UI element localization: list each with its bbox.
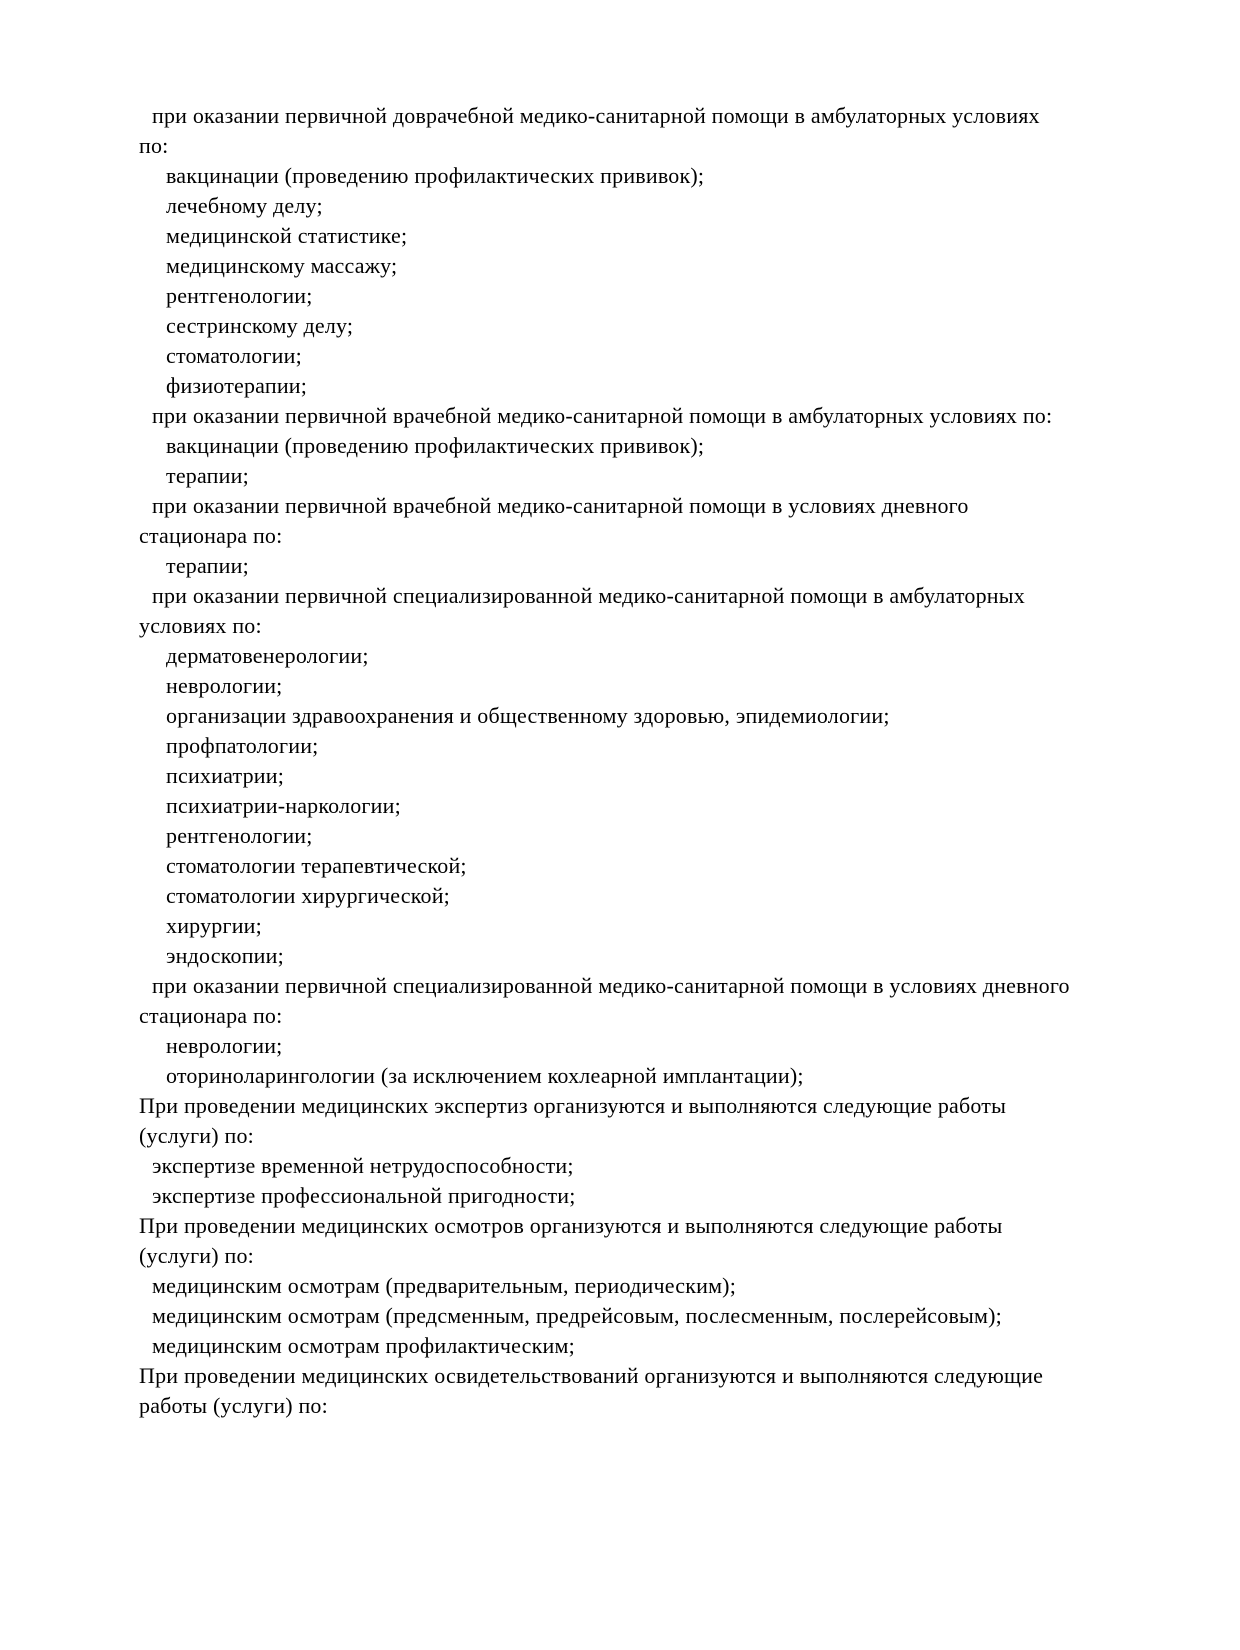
service-item: психиатрии; — [166, 763, 285, 788]
service-item: терапии; — [166, 553, 249, 578]
service-item: дерматовенерологии; — [166, 643, 369, 668]
work-item: медицинским осмотрам (предсменным, предрейсовым, послесменным, послерейсовым); — [152, 1303, 1002, 1328]
service-item: стоматологии хирургической; — [166, 883, 450, 908]
service-item: медицинской статистике; — [166, 223, 408, 248]
section-paragraph-line: При проведении медицинских экспертиз организуются и выполняются следующие работы — [139, 1093, 1007, 1118]
paragraph-continuation-line: условиях по: — [139, 613, 262, 638]
service-item: стоматологии; — [166, 343, 302, 368]
paragraph-first-line: при оказании первичной специализированной медико-санитарной помощи в условиях дневного — [152, 973, 1070, 998]
service-item: стоматологии терапевтической; — [166, 853, 467, 878]
service-item: неврологии; — [166, 1033, 283, 1058]
service-item: хирургии; — [166, 913, 262, 938]
service-item: профпатологии; — [166, 733, 319, 758]
section-paragraph-continuation-line: работы (услуги) по: — [139, 1393, 328, 1418]
paragraph-first-line: при оказании первичной доврачебной медико-санитарной помощи в амбулаторных условиях — [152, 103, 1040, 128]
work-item: медицинским осмотрам (предварительным, периодическим); — [152, 1273, 737, 1298]
service-item: рентгенологии; — [166, 823, 313, 848]
service-item: психиатрии-наркологии; — [166, 793, 401, 818]
service-item: терапии; — [166, 463, 249, 488]
paragraph-first-line: при оказании первичной врачебной медико-санитарной помощи в амбулаторных условиях по: — [152, 403, 1053, 428]
work-item: медицинским осмотрам профилактическим; — [152, 1333, 575, 1358]
document-body — [139, 101, 1180, 1421]
service-item: сестринскому делу; — [166, 313, 354, 338]
service-item: рентгенологии; — [166, 283, 313, 308]
service-item: медицинскому массажу; — [166, 253, 398, 278]
section-paragraph-line: При проведении медицинских освидетельствований организуются и выполняются следующие — [139, 1363, 1044, 1388]
section-paragraph-line: При проведении медицинских осмотров организуются и выполняются следующие работы — [139, 1213, 1003, 1238]
work-item: экспертизе временной нетрудоспособности; — [152, 1153, 574, 1178]
section-paragraph-continuation-line: (услуги) по: — [139, 1243, 254, 1268]
paragraph-first-line: при оказании первичной врачебной медико-санитарной помощи в условиях дневного — [152, 493, 969, 518]
service-item: эндоскопии; — [166, 943, 284, 968]
service-item: оториноларингологии (за исключением кохлеарной имплантации); — [166, 1063, 804, 1088]
service-item: вакцинации (проведению профилактических прививок); — [166, 163, 705, 188]
service-item: лечебному делу; — [166, 193, 323, 218]
paragraph-continuation-line: стационара по: — [139, 1003, 283, 1028]
section-paragraph-continuation-line: (услуги) по: — [139, 1123, 254, 1148]
service-item: организации здравоохранения и общественному здоровью, эпидемиологии; — [166, 703, 890, 728]
service-item: физиотерапии; — [166, 373, 308, 398]
work-item: экспертизе профессиональной пригодности; — [152, 1183, 576, 1208]
service-item: неврологии; — [166, 673, 283, 698]
paragraph-continuation-line: по: — [139, 133, 169, 158]
paragraph-continuation-line: стационара по: — [139, 523, 283, 548]
paragraph-first-line: при оказании первичной специализированной медико-санитарной помощи в амбулаторных — [152, 583, 1025, 608]
service-item: вакцинации (проведению профилактических прививок); — [166, 433, 705, 458]
